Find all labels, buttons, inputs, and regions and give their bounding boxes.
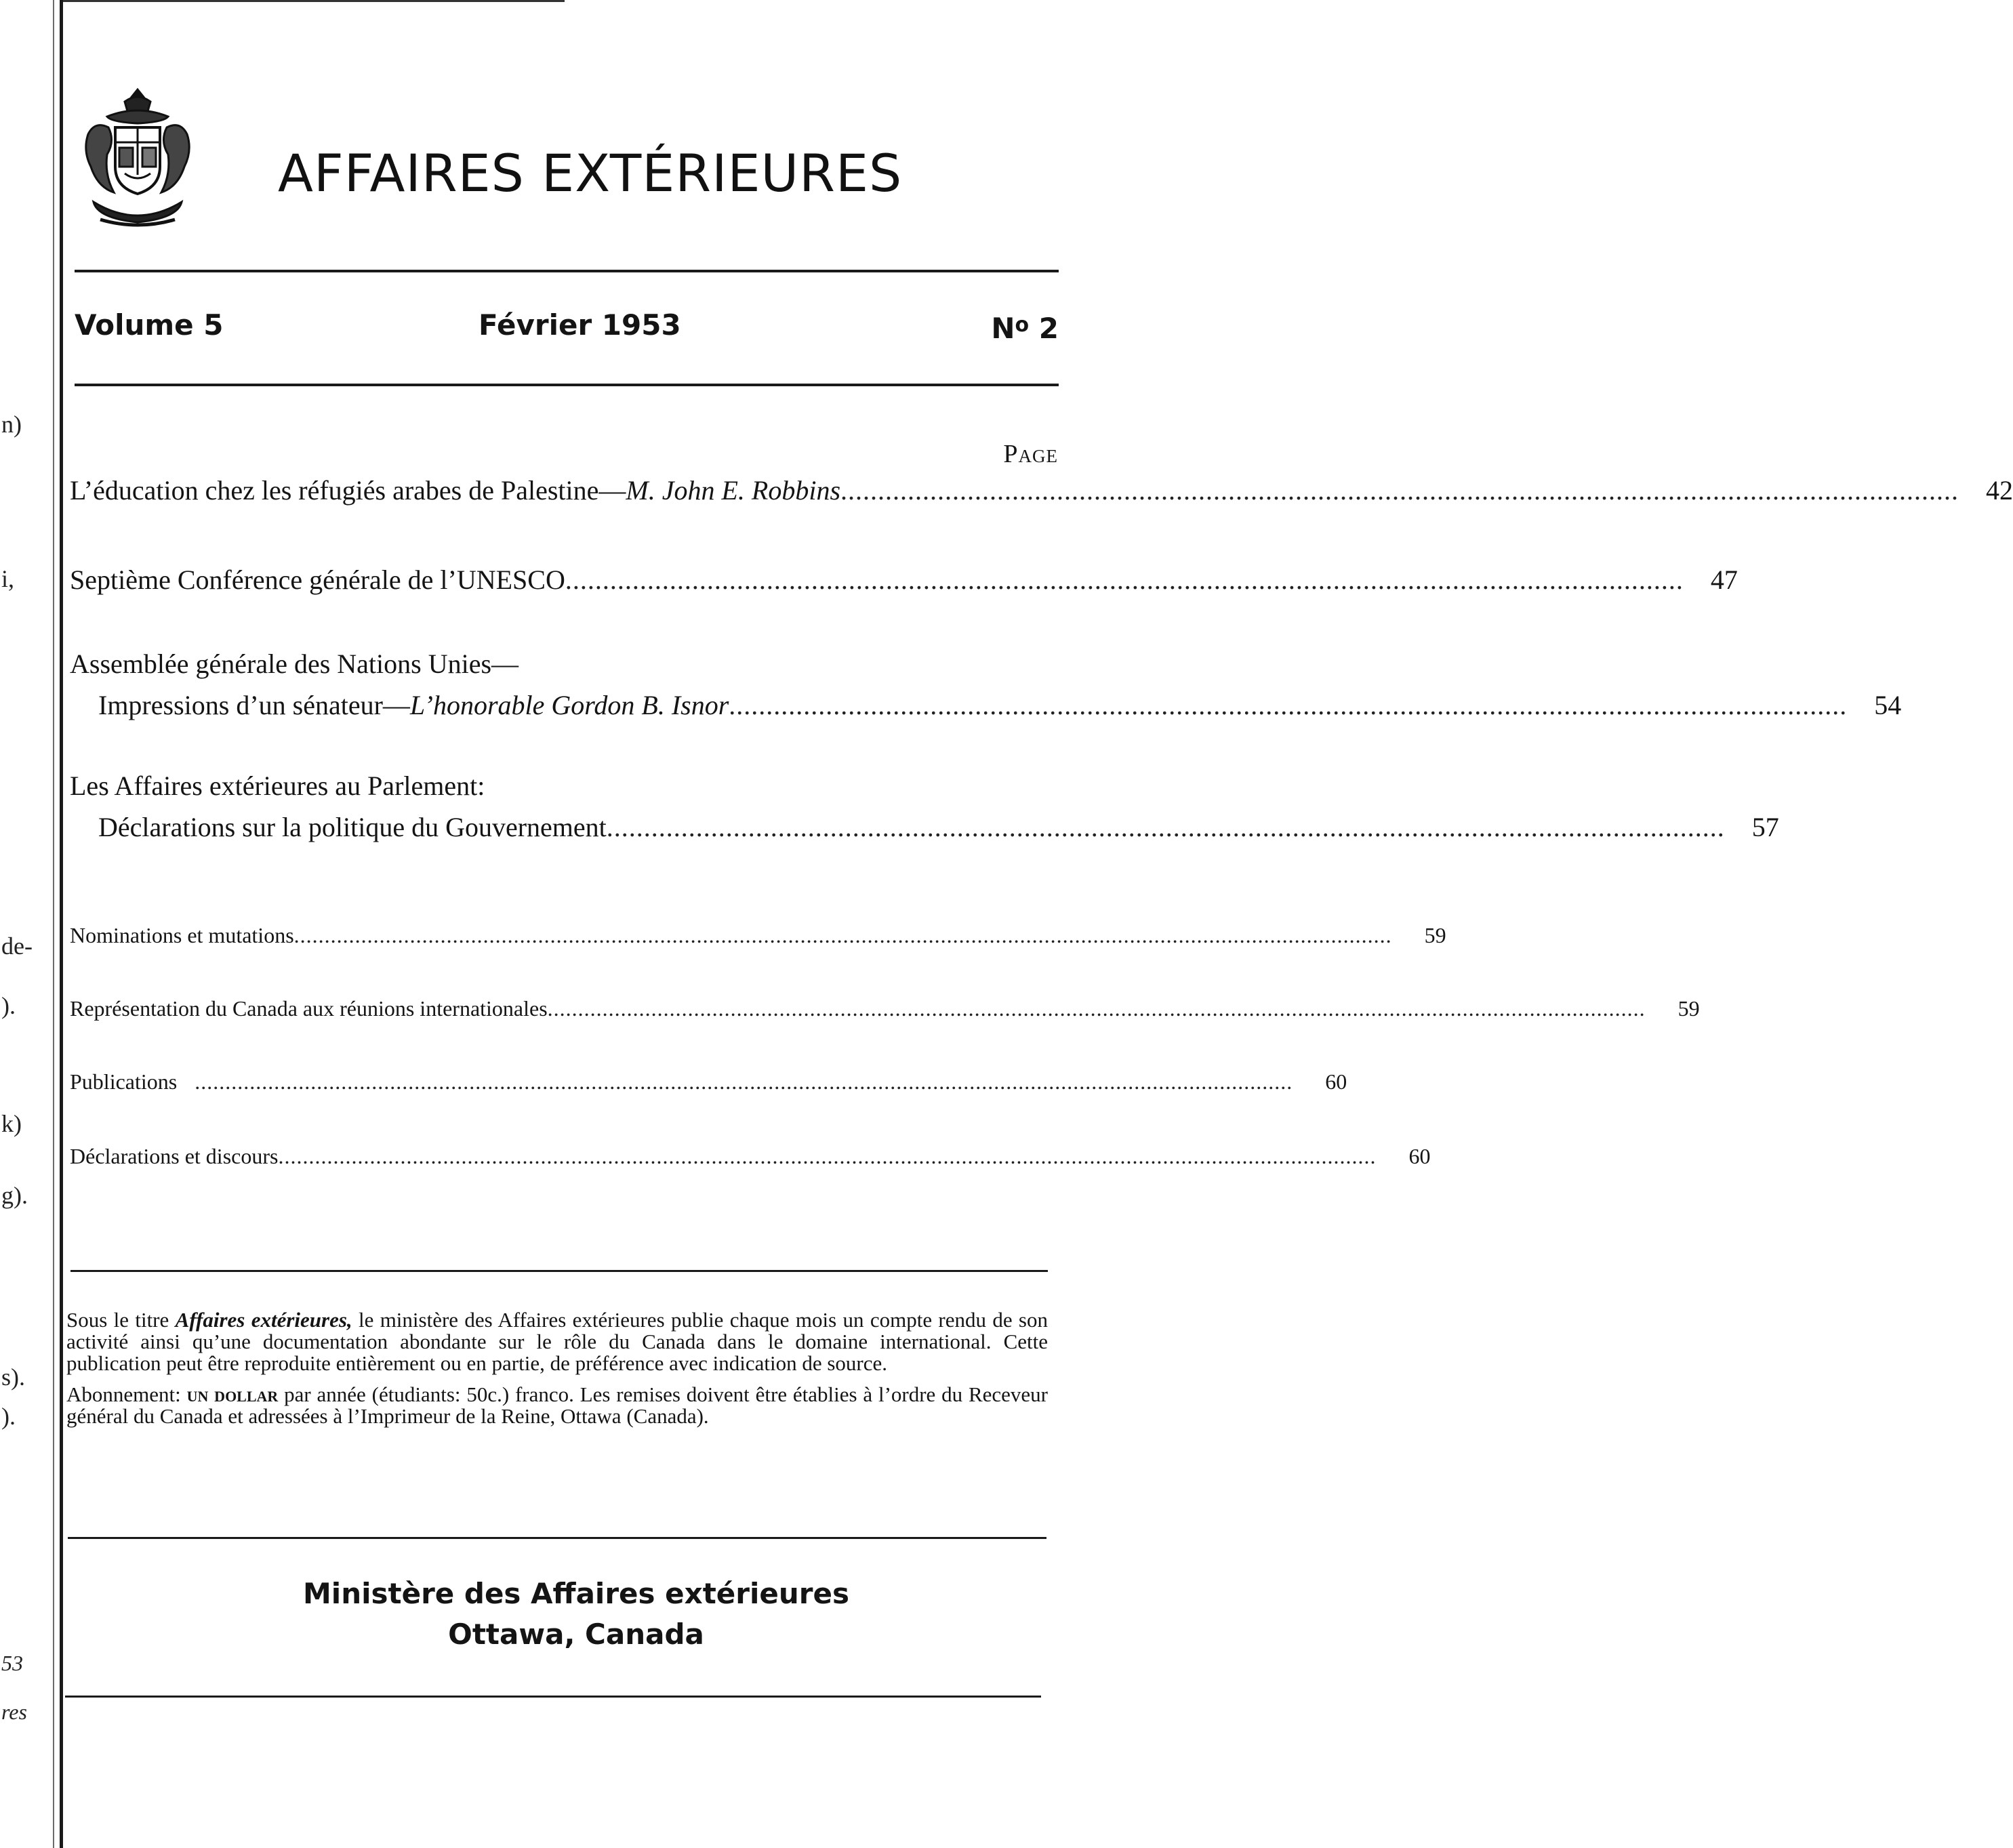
publisher-name: Ministère des Affaires extérieures [303,1577,849,1610]
toc-entry-author: L’honorable Gordon B. Isnor [409,690,729,720]
toc-entry-title: L’éducation chez les réfugiés arabes de Palestine— [70,475,626,506]
margin-fragment: ). [1,992,16,1019]
margin-fragment: res [1,1700,27,1724]
margin-fragment: g). [1,1182,28,1209]
toc-entry-title: Septième Conférence générale de l’UNESCO [70,564,565,595]
leader-dots: ...................................................................................................................................................... [606,812,1725,842]
coat-of-arms-icon [80,87,195,230]
notice-paragraph: Sous le titre Affaires extérieures, le ministère des Affaires extérieures publie chaque mois un compte rendu de son activité ainsi qu’une documentation abondante sur le rôle du Canada dans le domaine international. Cette publication peut être reproduite entièrement ou en partie, de préférence avec indication de source. [66,1308,1048,1375]
binding-edge [53,0,54,1848]
leader-dots: .................................................................................................................................................................................... [547,996,1646,1021]
toc-entry[interactable] [70,770,1779,843]
toc-page-number: 59 [1424,923,1446,947]
subscription-paragraph: Abonnement: un dollar par année (étudiants: 50c.) franco. Les remises doivent être établies à l’ordre du Receveur général du Canada et adressées à l’Imprimeur de la Reine, Ottawa (Canada). [66,1382,1049,1428]
top-edge-rule [63,0,565,2]
section-rule [68,1537,1046,1539]
publisher-location: Ottawa, Canada [448,1618,704,1651]
toc-page-number: 59 [1678,996,1700,1021]
toc-entry-title: Publications [70,1069,178,1094]
issue-number: $N^o$ 2 [991,312,1059,345]
toc-entry-subtitle: Déclarations sur la politique du Gouvernement [98,812,607,842]
margin-fragment: i, [1,565,15,592]
publisher-footer [237,1574,915,1655]
margin-fragment: k) [1,1110,22,1137]
header-rule [75,270,1059,272]
toc-entry-title: Les Affaires extérieures au Parlement: [70,771,485,801]
issue-date: Février 1953 [479,308,681,342]
toc-page-number: 47 [1710,564,1738,595]
toc-entry-title: Représentation du Canada aux réunions internationales [70,996,548,1021]
leader-dots: .................................................................................................................................................................................... [195,1069,1293,1094]
leader-dots: .................................................................................................................................................................................... [293,923,1392,947]
toc-entry[interactable] [70,1069,1347,1094]
leader-dots: .................................................................................................................................................................................... [278,1144,1377,1168]
toc-entry-title: Déclarations et discours [70,1144,279,1168]
toc-entry[interactable] [70,996,1700,1021]
toc-entry[interactable] [70,1144,1431,1169]
bottom-rule [65,1696,1041,1698]
margin-fragment: n) [1,411,22,438]
toc-entry-subtitle: Impressions d’un sénateur— [98,690,410,720]
leader-dots: ...................................................................................................................................................... [565,564,1684,595]
page-column-heading: Page [1003,440,1058,468]
margin-fragment: 53 [1,1651,23,1675]
toc-entry[interactable] [70,564,1738,596]
issue-rule [75,384,1059,386]
margin-fragment: ). [1,1403,16,1430]
toc-entry[interactable] [70,474,2013,506]
volume-label: Volume 5 [75,308,224,342]
toc-entry-author: M. John E. Robbins [626,475,841,506]
section-rule [70,1270,1048,1272]
issue-info [75,305,1059,346]
toc-page-number: 60 [1325,1069,1347,1094]
leader-dots: ...................................................................................................................................................... [840,475,1959,506]
toc-page-number: 42 [1986,475,2013,506]
toc-entry[interactable] [70,923,1446,948]
toc-entry-title: Nominations et mutations [70,923,294,947]
publication-notice [66,1309,1048,1427]
margin-fragment: s). [1,1363,25,1391]
toc-entry-title: Assemblée générale des Nations Unies— [70,649,519,679]
toc-page-number: 57 [1751,812,1779,842]
toc-page-number: 54 [1874,690,1902,720]
margin-fragment: de- [1,932,33,960]
binding-rule [60,0,63,1848]
toc-entry[interactable] [70,648,1902,721]
toc-page-number: 60 [1408,1144,1431,1168]
publication-title: AFFAIRES EXTÉRIEURES [278,143,903,203]
leader-dots: ...................................................................................................................................................... [729,690,1848,720]
